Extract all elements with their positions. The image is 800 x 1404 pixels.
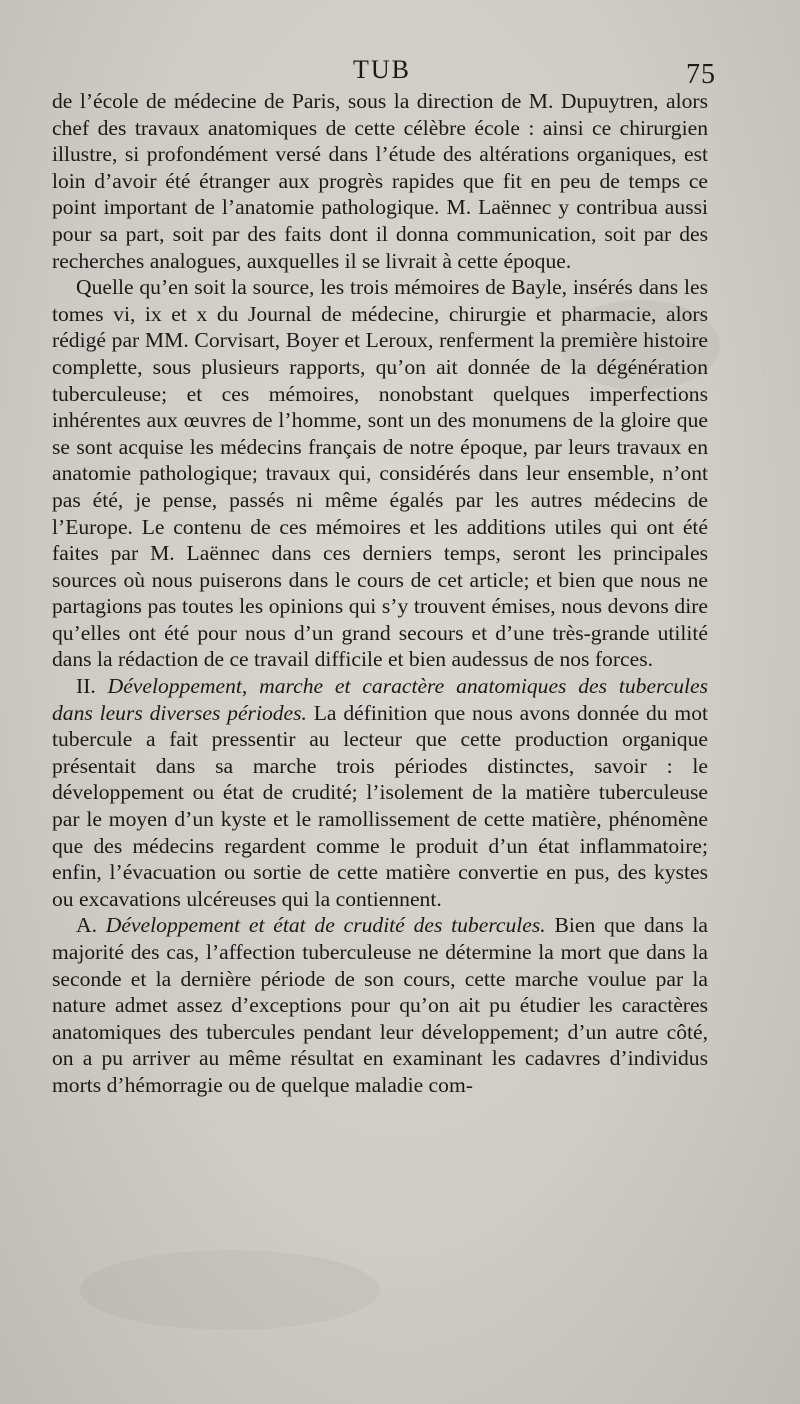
paragraph-continuation: de l’école de médecine de Paris, sous la direction de M. Dupuytren, alors chef des travaux anatomiques de cette célèbre école : ainsi ce chirurgien illustre, si profondément versé dans l’étude des altérations organiques, est loin d’avoir été étranger aux progrès rapides que fit en peu de temps ce point important de l’anatomie pathologique. M. Laënnec y contribua aussi pour sa part, soit par des faits dont il donna communication, soit par des recherches analogues, auxquelles il se livrait à cette époque. (52, 89, 708, 273)
section-a (52, 912, 708, 1098)
section-number: II. (76, 674, 96, 699)
subsection-heading: Développement et état de crudité des tubercules. (105, 913, 546, 938)
paper-stain (80, 1250, 380, 1330)
running-title: TUB (353, 55, 411, 84)
subsection-number: A. (76, 913, 97, 938)
section-heading: Développement, marche et caractère anatomiques des tubercules dans leurs diverses périodes. (52, 674, 708, 725)
section-text: La définition que nous avons donnée du mot tubercule a fait pressentir au lecteur que cette production organique présentait dans sa marche trois périodes distinctes, savoir : le développement ou état de crudité; l’isolement de la matière tuberculeuse par le moyen d’un kyste et le ramollissement de cette matière, phénomène que des médecins regardent comme le produit d’un état inflammatoire; enfin, l’évacuation ou sortie de cette matière convertie en pus, des kystes ou excavations ulcéreuses qui la contiennent. (52, 700, 708, 911)
section-ii (52, 673, 708, 912)
subsection-text: Bien que dans la majorité des cas, l’affection tuberculeuse ne détermine la mort que dans la seconde et la dernière période de son cours, cette marche voulue par la nature admet assez d’exceptions pour qu’on ait pu étudier les caractères anatomiques des tubercules pendant leur développement; d’un autre côté, on a pu arriver au même résultat en examinant les cadavres d’individus morts d’hémorragie ou de quelque maladie com- (52, 913, 708, 1097)
running-head (52, 55, 716, 90)
page-number: 75 (686, 59, 716, 90)
body-text (52, 88, 708, 1099)
paragraph-bayle-memoirs: Quelle qu’en soit la source, les trois mémoires de Bayle, insérés dans les tomes vi, ix et x du Journal de médecine, chirurgie et pharmacie, alors rédigé par MM. Corvisart, Boyer et Leroux, renferment la première histoire complette, sous plusieurs rapports, qu’on ait donnée de la dégénération tuberculeuse; et ces mémoires, nonobstant quelques imperfections inhérentes aux œuvres de l’homme, sont un des monumens de la gloire que se sont acquise les médecins français de notre époque, par leurs travaux en anatomie pathologique; travaux qui, considérés dans leur ensemble, n’ont pas été, je pense, passés ni même égalés par les autres médecins de l’Europe. Le contenu de ces mémoires et les additions utiles qui ont été faites par M. Laënnec dans ces derniers temps, seront les principales sources où nous puiserons dans le cours de cet article; et bien que nous ne partagions pas toutes les opinions qui s’y trouvent émises, nous devons dire qu’elles ont été pour nous d’un grand secours et d’une très-grande utilité dans la rédaction de ce travail difficile et bien audessus de nos forces. (52, 275, 708, 672)
